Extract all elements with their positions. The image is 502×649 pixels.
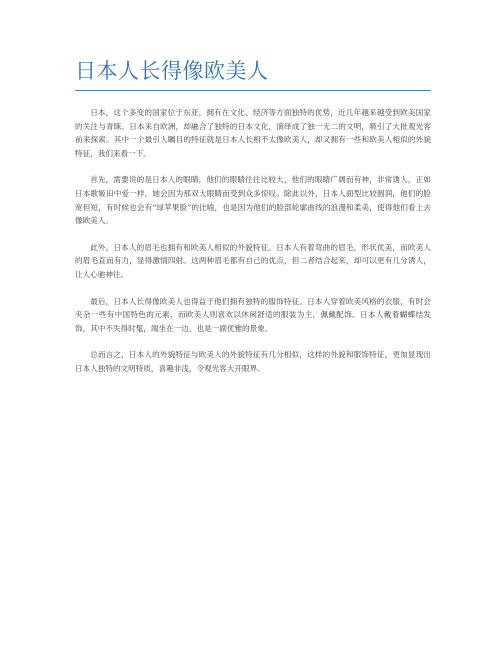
paragraph-2: 首先，需要说的是日本人的眼睛，他们的眼睛往往比较大，他们的眼睛广阔而有神，非常诱人，正如日本歌姬田中爱一样，她会因为那双大眼睛而受到众多惊叹。除此以外，日本人面型比较圆润，他们的脸宽但短，有时候也会有“绿苹果脸”的比喻，也是因为他们的脸部轮廓曲线的浪漫和柔美，使得他们看上去像欧美人。 — [75, 175, 431, 226]
paragraph-3: 此外，日本人的眉毛也拥有和欧美人相似的外貌特征。日本人有着弯曲的眉毛，形状优美，而欧美人的眉毛直而有力，显得激情四射。这两种眉毛都有自己的优点，但二者结合起来，却可以更有几分诱人，让人心驰神往。 — [75, 242, 431, 279]
paragraph-4: 最后，日本人长得像欧美人也得益于他们拥有独特的服饰特征。日本人穿着欧美风格的衣服，有时会夹杂一些有中国特色的元素，而欧美人则喜欢以休闲舒适的服装为主，佩戴配饰。日本人戴着蝴蝶结发饰，其中不失得时髦，端坐在一边，也是一副优雅的景象。 — [75, 296, 431, 333]
title-underline — [75, 90, 431, 91]
paragraph-1: 日本，这个多变的国家位于东亚，拥有在文化、经济等方面独特的优势，近几年越来越受到欧美国家的关注与青睐。日本来自欧洲，却融合了独特的日本文化，演绎成了独一无二的文明，吸引了大批观光客前来探索。其中一个最引人瞩目的特征就是日本人长相不太像欧美人，却又拥有一些和欧美人相似的外貌特征，我们来看一下。 — [75, 108, 431, 158]
document-page — [75, 56, 431, 389]
document-title: 日本人长得像欧美人 — [75, 59, 269, 83]
paragraph-5: 总而言之，日本人的外貌特征与欧美人的外貌特征有几分相似，这样的外貌和服饰特征，更加显现出日本人独特的文明特质，喜趣非浅，令观光客大开眼界。 — [75, 350, 431, 373]
